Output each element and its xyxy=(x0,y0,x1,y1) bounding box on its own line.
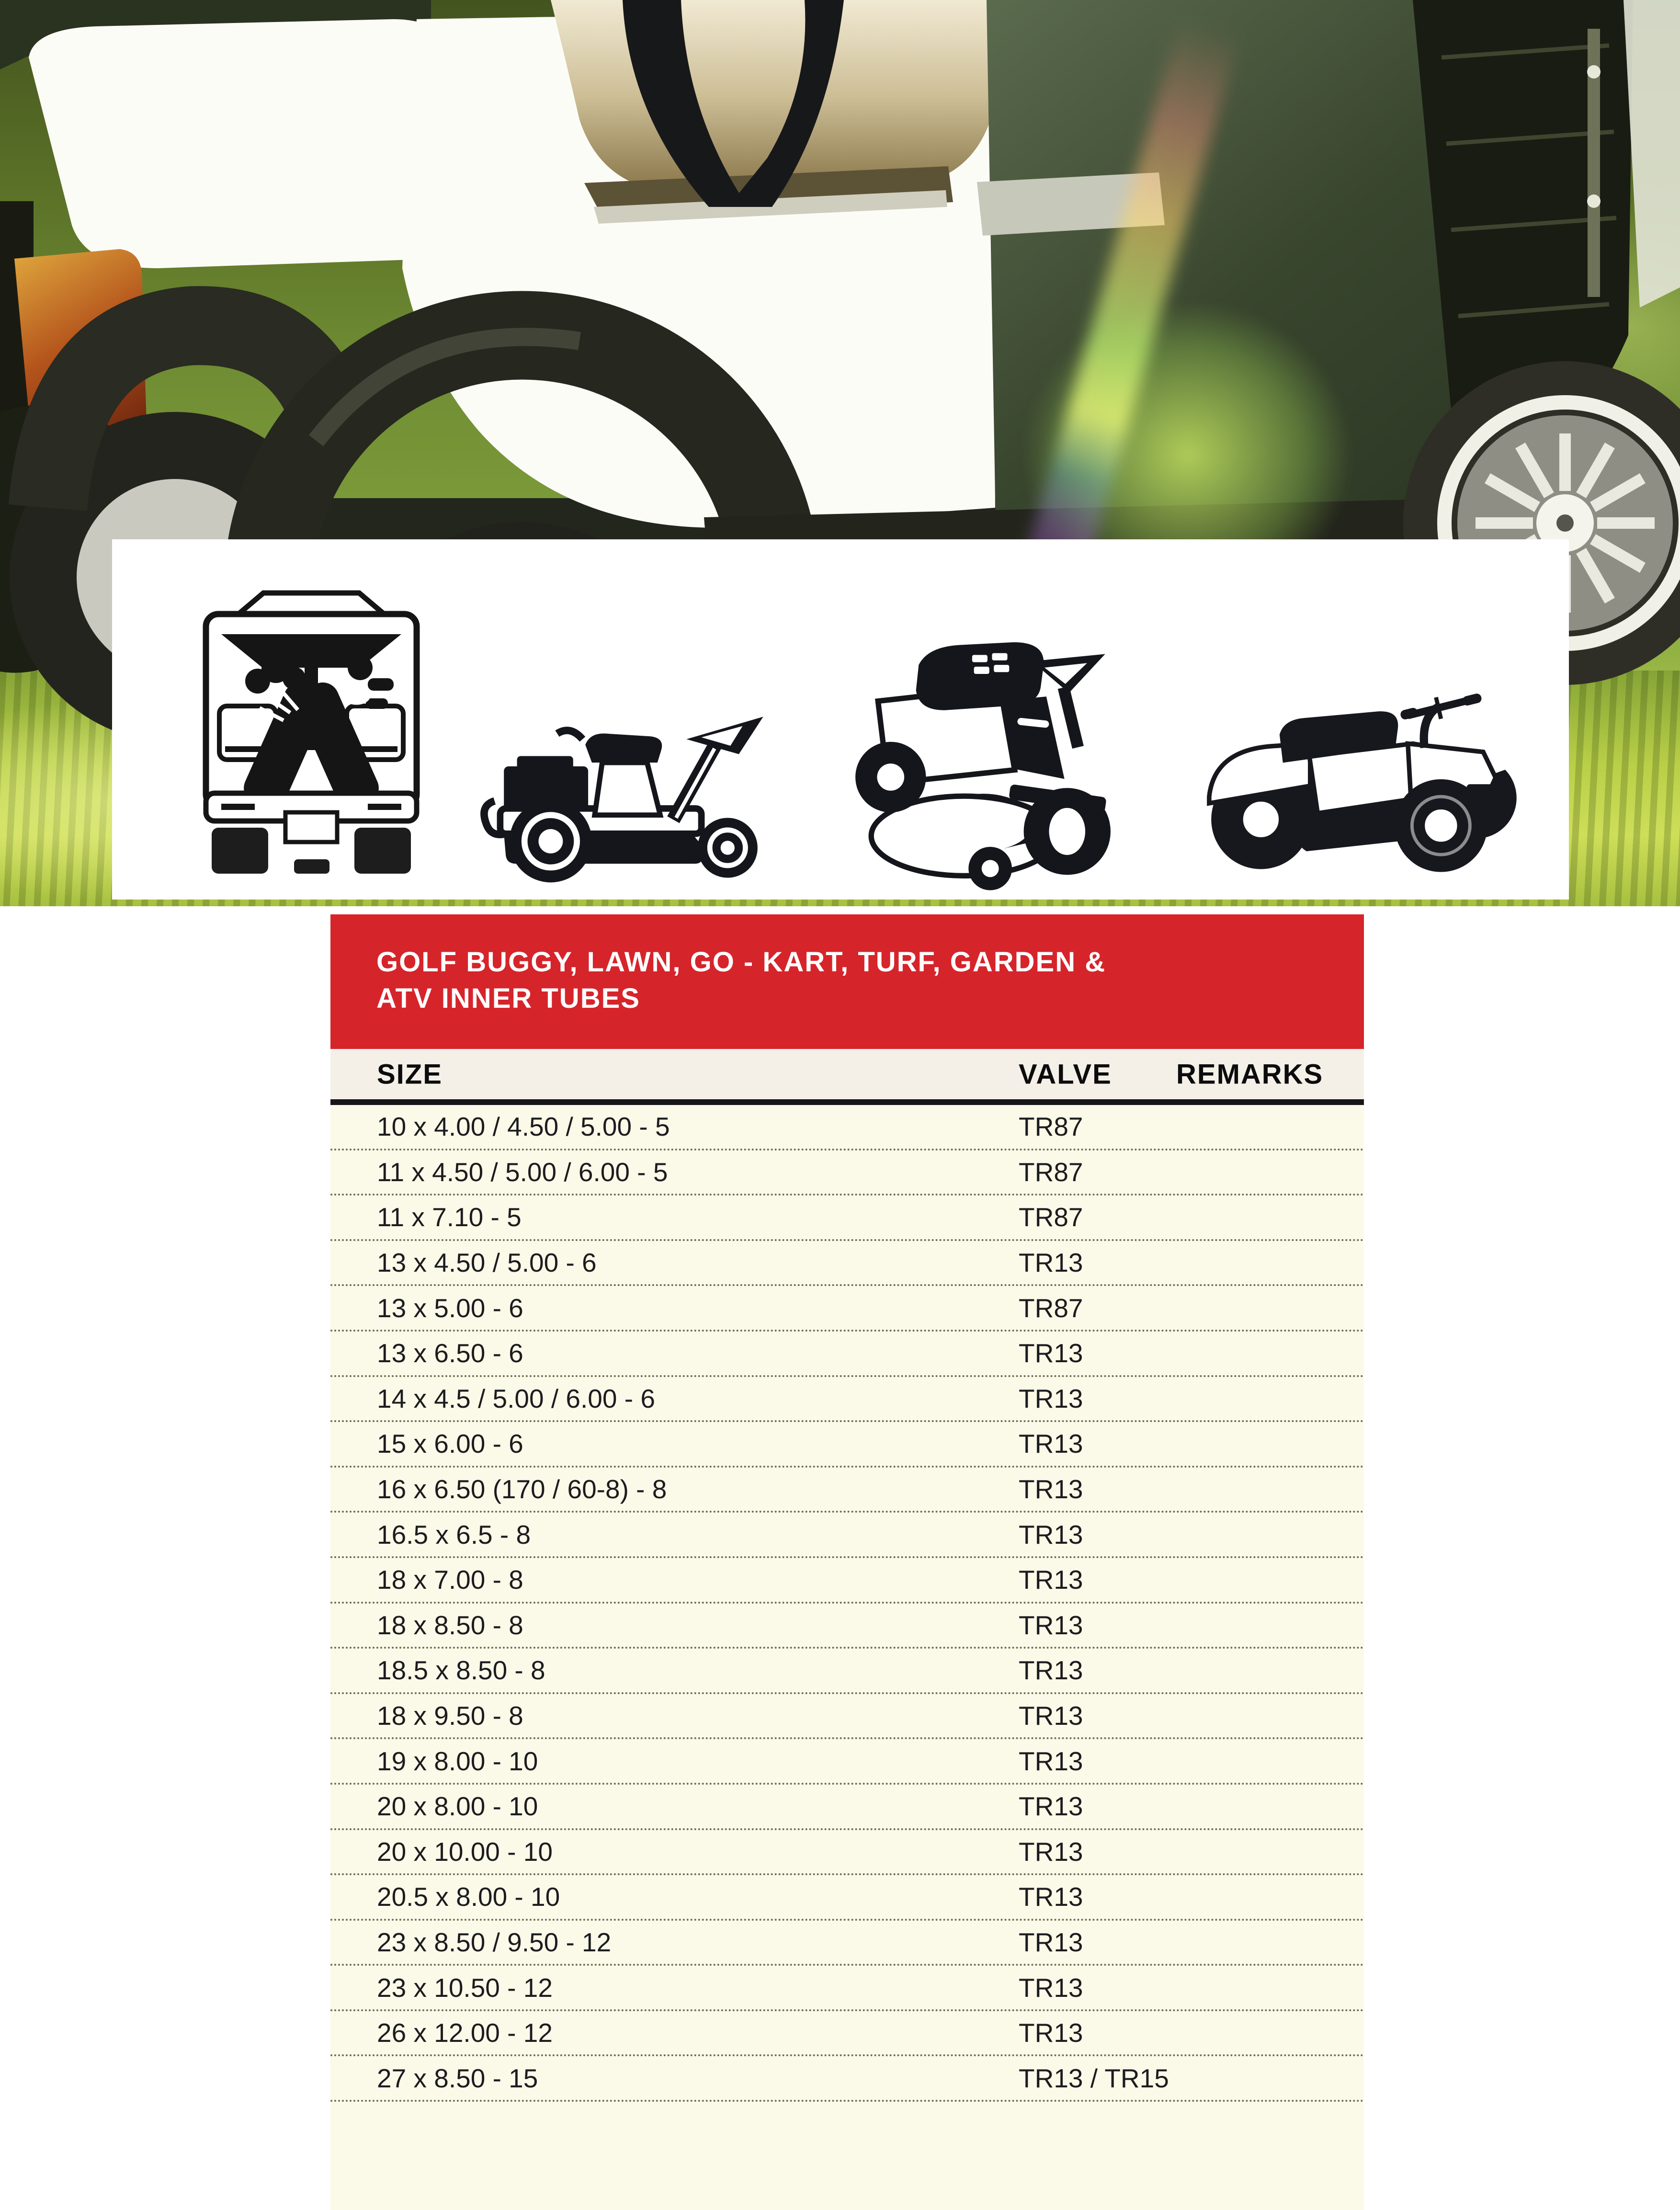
row-size: 16.5 x 6.5 - 8 xyxy=(377,1519,531,1549)
table-row xyxy=(330,1966,1364,2011)
table-row xyxy=(330,1105,1364,1151)
table-row xyxy=(330,1377,1364,1423)
row-size: 27 x 8.50 - 15 xyxy=(377,2063,538,2093)
table-body xyxy=(330,1105,1364,2210)
row-valve: TR13 xyxy=(1019,1701,1083,1731)
row-size: 15 x 6.00 - 6 xyxy=(377,1429,523,1459)
row-size: 23 x 8.50 / 9.50 - 12 xyxy=(377,1927,612,1957)
row-valve: TR13 xyxy=(1019,2018,1083,2048)
row-valve: TR13 xyxy=(1019,1836,1083,1867)
table-row xyxy=(330,2011,1364,2057)
row-size: 26 x 12.00 - 12 xyxy=(377,2018,553,2048)
table-row xyxy=(330,1422,1364,1468)
column-header-size: SIZE xyxy=(377,1059,443,1090)
row-valve: TR13 xyxy=(1019,1746,1083,1776)
row-valve: TR87 xyxy=(1019,1157,1083,1187)
table-row xyxy=(330,1468,1364,1513)
row-size: 13 x 5.00 - 6 xyxy=(377,1293,523,1323)
row-size: 20.5 x 8.00 - 10 xyxy=(377,1882,560,1912)
row-valve: TR87 xyxy=(1019,1202,1083,1232)
row-size: 18 x 7.00 - 8 xyxy=(377,1565,523,1595)
row-valve: TR13 xyxy=(1019,1610,1083,1640)
row-size: 16 x 6.50 (170 / 60-8) - 8 xyxy=(377,1474,667,1504)
row-valve: TR13 xyxy=(1019,1972,1083,2003)
ride-on-mower-icon xyxy=(469,683,793,889)
row-size: 18.5 x 8.50 - 8 xyxy=(377,1655,545,1686)
table-row xyxy=(330,1241,1364,1287)
row-valve: TR13 xyxy=(1019,1791,1083,1822)
table-row xyxy=(330,1196,1364,1241)
row-size: 23 x 10.50 - 12 xyxy=(377,1972,553,2003)
table-row xyxy=(330,1513,1364,1558)
row-size: 20 x 8.00 - 10 xyxy=(377,1791,538,1822)
row-size: 13 x 4.50 / 5.00 - 6 xyxy=(377,1248,597,1278)
row-valve: TR13 xyxy=(1019,1383,1083,1413)
table-row xyxy=(330,1921,1364,1966)
row-size: 13 x 6.50 - 6 xyxy=(377,1338,523,1368)
row-size: 18 x 8.50 - 8 xyxy=(377,1610,523,1640)
table-row xyxy=(330,1739,1364,1785)
row-valve: TR13 xyxy=(1019,1429,1083,1459)
table-row xyxy=(330,1785,1364,1830)
row-valve: TR87 xyxy=(1019,1112,1083,1142)
row-size: 14 x 4.5 / 5.00 / 6.00 - 6 xyxy=(377,1383,655,1413)
table-row xyxy=(330,1649,1364,1694)
row-size: 18 x 9.50 - 8 xyxy=(377,1701,523,1731)
row-valve: TR13 xyxy=(1019,1248,1083,1278)
table-row xyxy=(330,1558,1364,1604)
title-line-1: GOLF BUGGY, LAWN, GO - KART, TURF, GARDEN & xyxy=(376,946,1106,978)
table-row xyxy=(330,1286,1364,1332)
row-valve: TR13 xyxy=(1019,1655,1083,1686)
row-valve: TR13 xyxy=(1019,1927,1083,1957)
row-size: 11 x 7.10 - 5 xyxy=(377,1202,522,1232)
lawn-tractor-icon xyxy=(840,633,1151,896)
table-row xyxy=(330,1151,1364,1196)
vehicle-icon-panel xyxy=(112,539,1569,900)
golf-buggy-icon xyxy=(192,587,431,877)
row-valve: TR13 xyxy=(1019,1565,1083,1595)
hinge-bolt-top xyxy=(1587,65,1601,79)
row-valve: TR13 xyxy=(1019,1519,1083,1549)
table-row xyxy=(330,1830,1364,1876)
hinge-bolt-bottom xyxy=(1587,194,1601,208)
roof-pillar-right xyxy=(1623,0,1680,308)
row-valve: TR13 / TR15 xyxy=(1019,2063,1169,2093)
row-valve: TR13 xyxy=(1019,1882,1083,1912)
atv-icon xyxy=(1166,660,1563,892)
column-header-valve: VALVE xyxy=(1019,1059,1112,1090)
table-row xyxy=(330,1694,1364,1740)
row-valve: TR13 xyxy=(1019,1474,1083,1504)
title-line-2: ATV INNER TUBES xyxy=(376,983,640,1014)
row-size: 10 x 4.00 / 4.50 / 5.00 - 5 xyxy=(377,1112,670,1142)
table-row xyxy=(330,1332,1364,1377)
column-header-row xyxy=(330,1049,1364,1099)
row-size: 20 x 10.00 - 10 xyxy=(377,1836,553,1867)
table-row xyxy=(330,1604,1364,1649)
table-row xyxy=(330,2056,1364,2102)
row-valve: TR87 xyxy=(1019,1293,1083,1323)
inner-tube-table xyxy=(330,914,1364,2210)
header-rule xyxy=(330,1099,1364,1105)
column-header-remarks: REMARKS xyxy=(1176,1059,1324,1090)
table-title-banner xyxy=(330,914,1364,1049)
row-valve: TR13 xyxy=(1019,1338,1083,1368)
table-row xyxy=(330,1875,1364,1921)
row-size: 11 x 4.50 / 5.00 / 6.00 - 5 xyxy=(377,1157,668,1187)
row-size: 19 x 8.00 - 10 xyxy=(377,1746,538,1776)
